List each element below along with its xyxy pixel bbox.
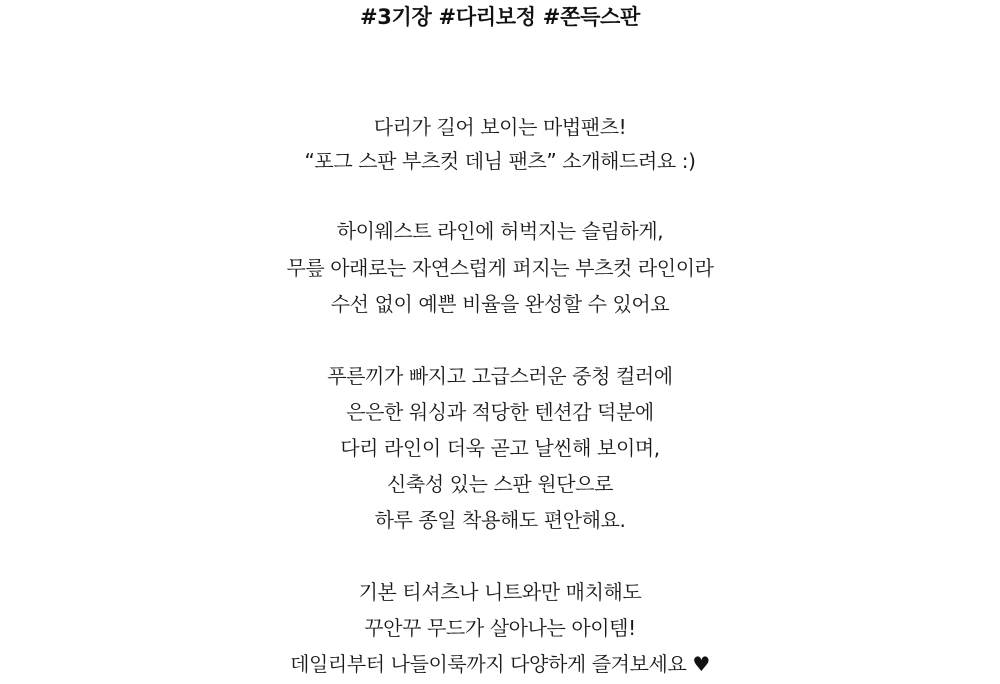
description-line: 꾸안꾸 무드가 살아나는 아이템! bbox=[364, 616, 636, 640]
description-line-text: 데일리부터 나들이룩까지 다양하게 즐겨보세요 bbox=[290, 652, 687, 676]
description-line: 기본 티셔츠나 니트와만 매치해도 bbox=[358, 580, 642, 604]
description-line: 푸른끼가 빠지고 고급스러운 중청 컬러에 bbox=[327, 364, 673, 388]
description-line: 은은한 워싱과 적당한 텐션감 덕분에 bbox=[346, 400, 654, 424]
description-line: 다리 라인이 더욱 곧고 날씬해 보이며, bbox=[340, 436, 660, 460]
description-line: 하이웨스트 라인에 허벅지는 슬림하게, bbox=[336, 219, 664, 243]
heart-icon: ♥ bbox=[692, 652, 710, 676]
description-line-with-heart bbox=[0, 649, 1000, 679]
description-line: 무릎 아래로는 자연스럽게 퍼지는 부츠컷 라인이라 bbox=[286, 256, 714, 280]
hashtag-header: #3기장 #다리보정 #쫀득스판 bbox=[359, 5, 641, 29]
description-line: 다리가 길어 보이는 마법팬츠! bbox=[373, 115, 627, 139]
description-line: “포그 스판 부츠컷 데님 팬츠” 소개해드려요 :) bbox=[304, 149, 696, 173]
description-line: 신축성 있는 스판 원단으로 bbox=[387, 472, 613, 496]
description-line: 하루 종일 착용해도 편안해요. bbox=[374, 508, 626, 532]
description-line: 수선 없이 예쁜 비율을 완성할 수 있어요 bbox=[330, 292, 670, 316]
